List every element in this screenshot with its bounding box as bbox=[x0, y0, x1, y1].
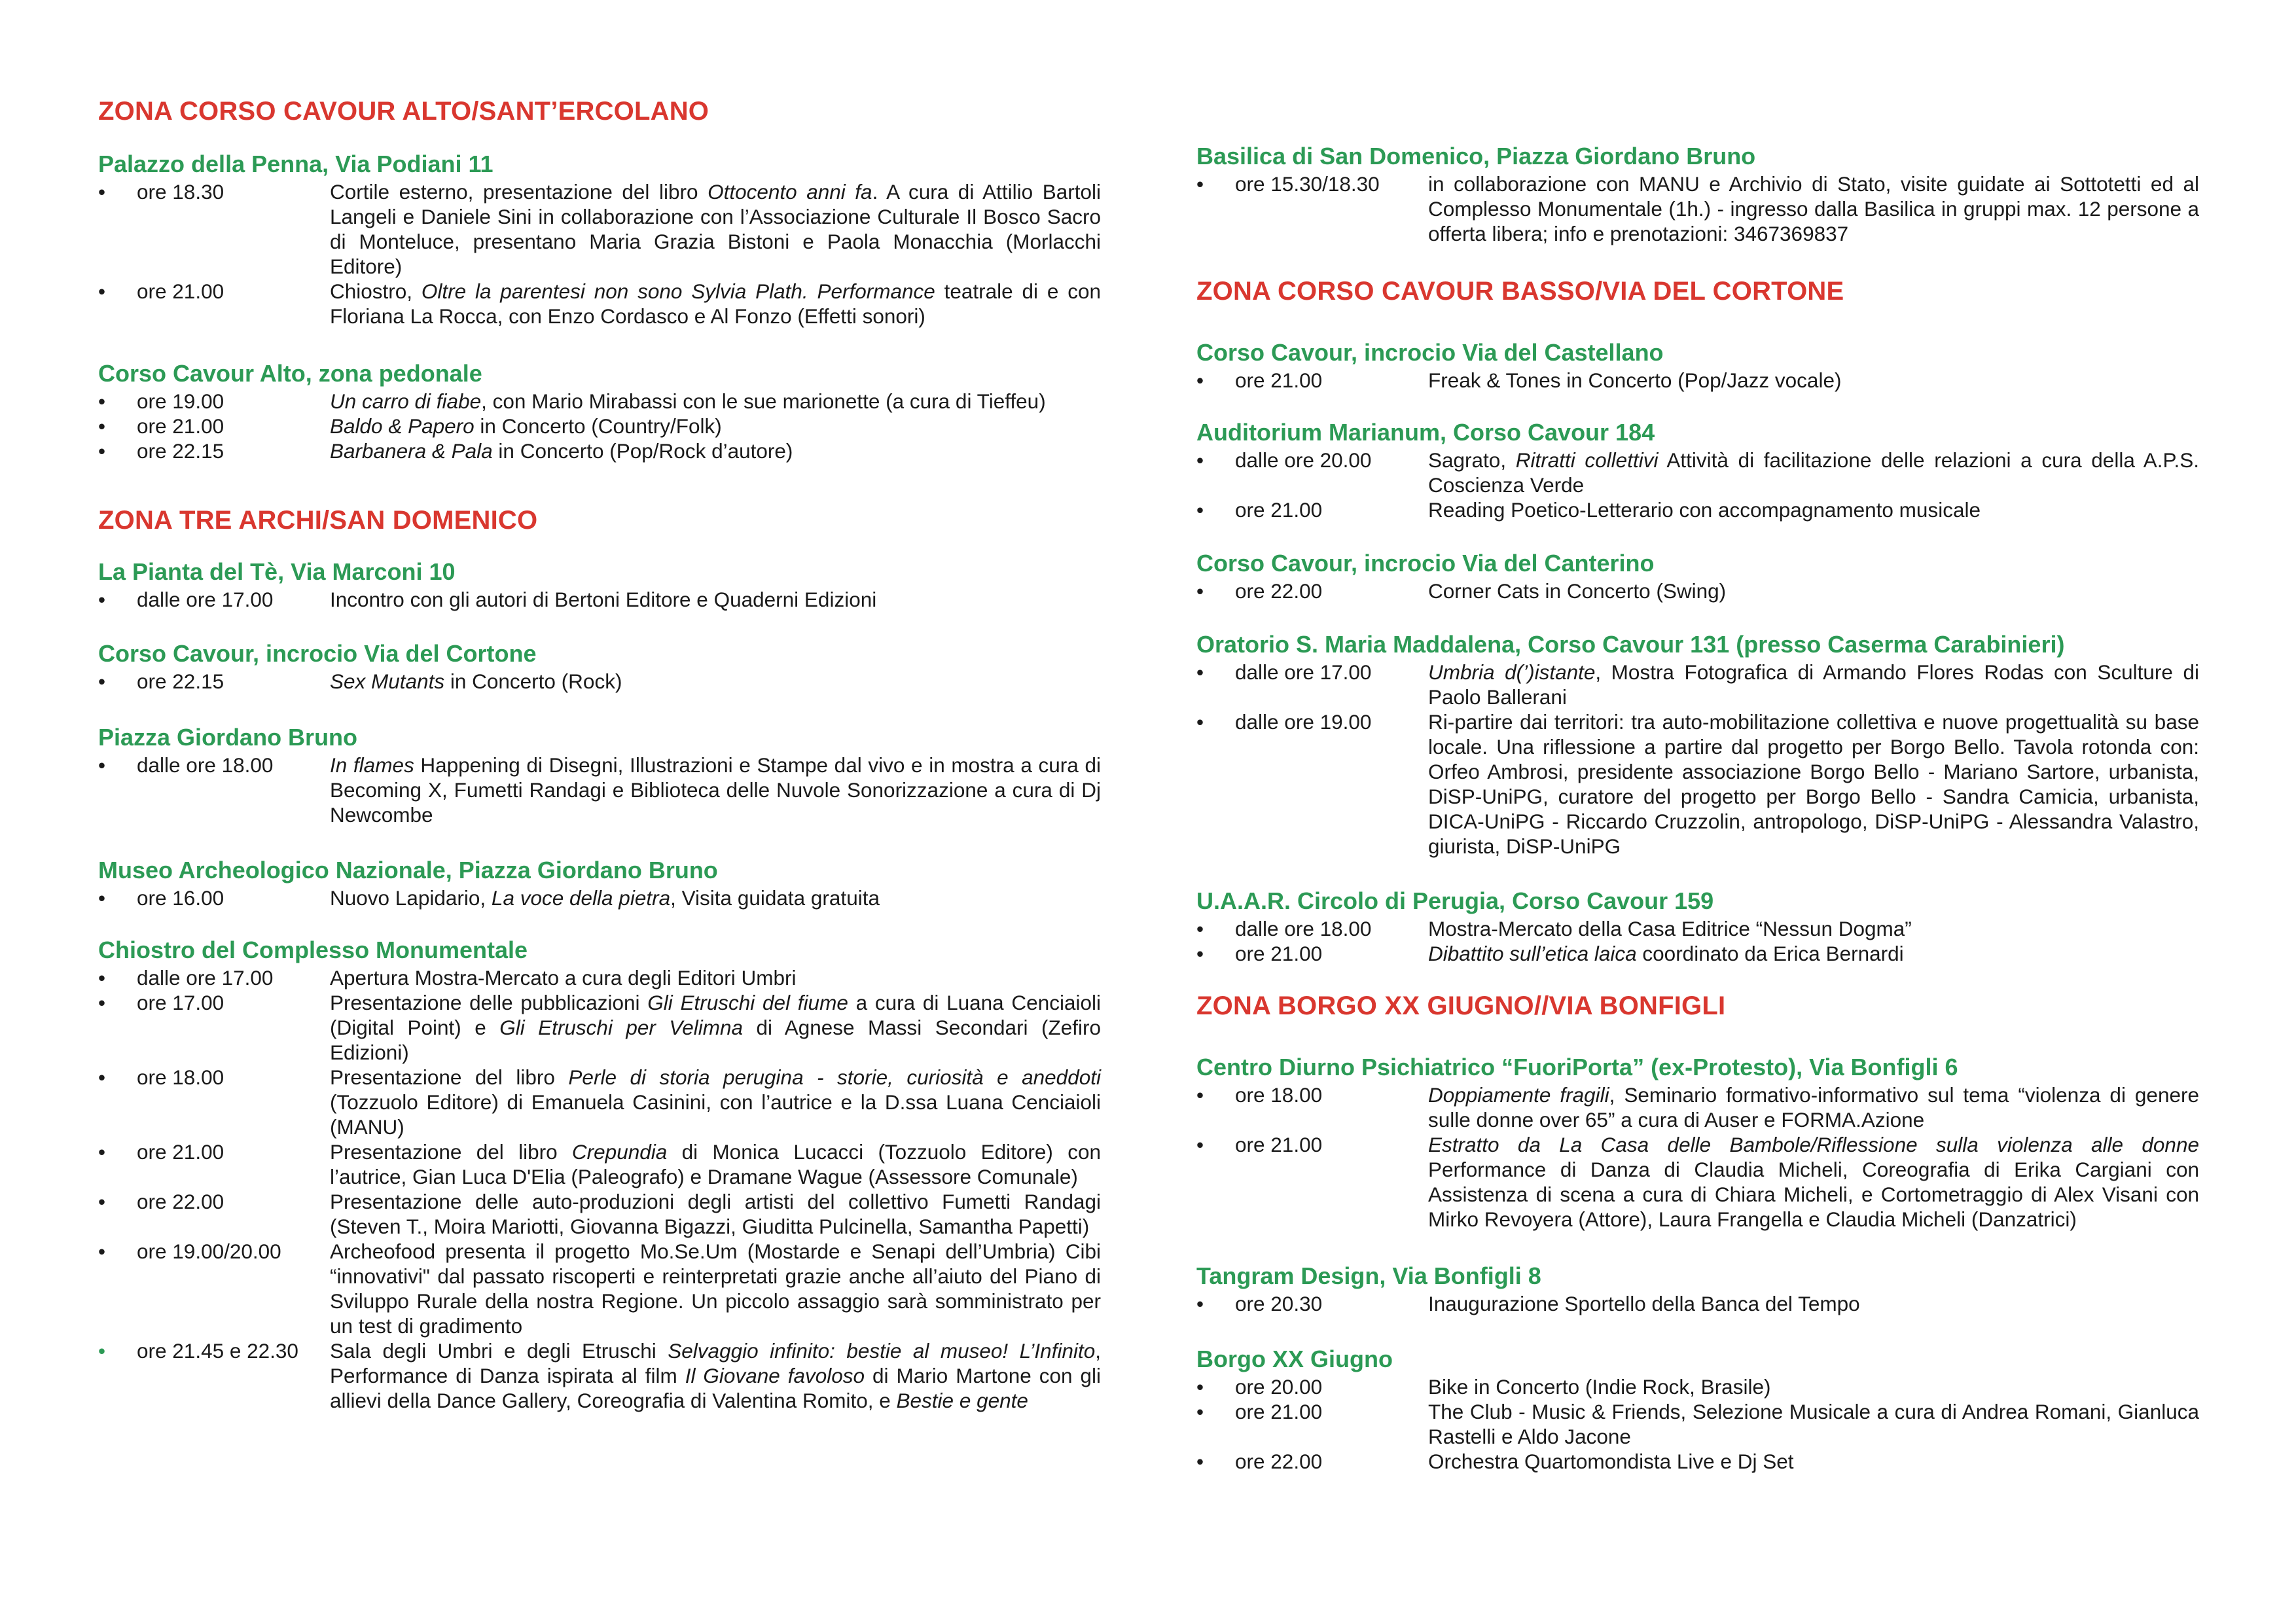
text-run: Freak & Tones in Concerto (Pop/Jazz vocale) bbox=[1428, 368, 1842, 392]
bullet-icon: • bbox=[98, 1190, 106, 1213]
italic-text: Estratto da La Casa delle Bambole/Riflessione sulla violenza alle donne bbox=[1428, 1133, 2199, 1156]
event-description bbox=[330, 179, 1101, 279]
list-item bbox=[1196, 916, 2199, 941]
list-item bbox=[1196, 368, 2199, 393]
bullet-icon: • bbox=[98, 279, 106, 303]
text-run: Corner Cats in Concerto (Swing) bbox=[1428, 579, 1727, 603]
list-item bbox=[98, 965, 1101, 990]
bullet-icon: • bbox=[1196, 710, 1204, 734]
text-run: in collaborazione con MANU e Archivio di Stato, visite guidate ai Sottotetti ed al Complesso Monumentale (1h.) - ingresso dalla Basilica in gruppi max. 12 persone a offerta libera; info e prenotazioni: 3467369837 bbox=[1428, 172, 2199, 245]
event-description bbox=[1428, 660, 2199, 709]
venue-piazza-giordano-bruno bbox=[98, 722, 1101, 827]
event-time: ore 17.00 bbox=[137, 991, 224, 1014]
venue-chiostro-complesso bbox=[98, 935, 1101, 1413]
list-item bbox=[1196, 448, 2199, 497]
text-run: , Seminario formativo-informativo sul tema “violenza di genere sulle donne over 65” a cura di Auser e FORMA.Azione bbox=[1428, 1083, 2199, 1132]
text-run: Attività di facilitazione delle relazioni a cura della A.P.S. Coscienza Verde bbox=[1428, 448, 2199, 497]
event-time: ore 21.00 bbox=[1235, 942, 1323, 965]
list-item bbox=[1196, 497, 2199, 522]
venue-title: Oratorio S. Maria Maddalena, Corso Cavour 131 (presso Caserma Carabinieri) bbox=[1196, 631, 2065, 658]
venue-basilica-san-domenico bbox=[1196, 141, 2199, 246]
list-item bbox=[1196, 660, 2199, 709]
bullet-icon: • bbox=[1196, 942, 1204, 965]
text-run: (Tozzuolo Editore) di Emanuela Casinini, con l’autrice e la D.ssa Luana Cenciaioli (MANU) bbox=[330, 1090, 1101, 1139]
venue-title: Corso Cavour, incrocio Via del Castellano bbox=[1196, 339, 1664, 366]
event-description bbox=[330, 885, 1101, 910]
italic-text: Barbanera & Pala bbox=[330, 439, 493, 463]
event-description bbox=[330, 965, 1101, 990]
event-time: dalle ore 18.00 bbox=[1235, 917, 1372, 940]
event-description bbox=[330, 1239, 1101, 1338]
event-time: ore 18.00 bbox=[1235, 1083, 1323, 1107]
text-run: The Club - Music & Friends, Selezione Musicale a cura di Andrea Romani, Gianluca Rastelli e Aldo Jacone bbox=[1428, 1400, 2199, 1448]
bullet-icon: • bbox=[1196, 1450, 1204, 1473]
bullet-icon: • bbox=[98, 389, 106, 413]
text-run: teatrale di e con Floriana La Rocca, con Enzo Cordasco e Al Fonzo (Effetti sonori) bbox=[330, 279, 1101, 328]
italic-text: Ritratti collettivi bbox=[1515, 448, 1659, 472]
italic-text: Ottocento anni fa bbox=[708, 180, 872, 204]
text-run: a cura di Luana Cenciaioli (Digital Point) e bbox=[330, 991, 1101, 1039]
venue-tangram-design bbox=[1196, 1261, 2199, 1316]
list-item bbox=[1196, 171, 2199, 246]
event-time: ore 18.00 bbox=[137, 1065, 224, 1089]
list-item bbox=[98, 885, 1101, 910]
bullet-icon: • bbox=[98, 669, 106, 693]
italic-text: Oltre la parentesi non sono Sylvia Plath. Performance bbox=[421, 279, 935, 303]
italic-text: Umbria d(’)istante bbox=[1428, 660, 1596, 684]
venue-title: Centro Diurno Psichiatrico “FuoriPorta” (ex-Protesto), Via Bonfigli 6 bbox=[1196, 1054, 1958, 1080]
venue-title: La Pianta del Tè, Via Marconi 10 bbox=[98, 558, 456, 585]
list-item bbox=[98, 1065, 1101, 1139]
text-run: Presentazione del libro bbox=[330, 1140, 572, 1164]
venue-title: Corso Cavour Alto, zona pedonale bbox=[98, 360, 482, 387]
list-item bbox=[1196, 1399, 2199, 1449]
venue-la-pianta-del-te bbox=[98, 557, 1101, 612]
bullet-icon: • bbox=[1196, 917, 1204, 940]
venue-title: Chiostro del Complesso Monumentale bbox=[98, 936, 528, 963]
bullet-icon: • bbox=[1196, 660, 1204, 684]
bullet-icon: • bbox=[98, 180, 106, 204]
italic-text: Il Giovane favoloso bbox=[685, 1364, 865, 1387]
text-run: in Concerto (Rock) bbox=[444, 669, 622, 693]
event-description bbox=[1428, 1374, 2199, 1399]
event-time: ore 15.30/18.30 bbox=[1235, 172, 1380, 196]
text-run: Presentazione del libro bbox=[330, 1065, 569, 1089]
event-time: ore 21.00 bbox=[137, 1140, 224, 1164]
venue-title: U.A.A.R. Circolo di Perugia, Corso Cavour 159 bbox=[1196, 887, 1714, 914]
text-run: , Performance di Danza ispirata al film bbox=[330, 1339, 1102, 1387]
list-item bbox=[1196, 709, 2199, 859]
event-description bbox=[1428, 497, 2199, 522]
venue-corso-cavour-cortone bbox=[98, 639, 1101, 694]
venue-title: Palazzo della Penna, Via Podiani 11 bbox=[98, 151, 493, 177]
event-description bbox=[1428, 1291, 2199, 1316]
bullet-icon: • bbox=[98, 414, 106, 438]
event-time: ore 19.00/20.00 bbox=[137, 1240, 281, 1263]
list-item bbox=[1196, 941, 2199, 966]
text-run: , Visita guidata gratuita bbox=[670, 886, 880, 910]
event-description bbox=[1428, 579, 2199, 603]
italic-text: Doppiamente fragili bbox=[1428, 1083, 1609, 1107]
event-description bbox=[1428, 916, 2199, 941]
text-run: Orchestra Quartomondista Live e Dj Set bbox=[1428, 1450, 1794, 1473]
event-time: dalle ore 18.00 bbox=[137, 753, 274, 777]
bullet-icon: • bbox=[1196, 579, 1204, 603]
event-description bbox=[330, 1338, 1101, 1413]
bullet-icon: • bbox=[1196, 1375, 1204, 1399]
list-item bbox=[1196, 1449, 2199, 1474]
venue-corso-cavour-alto bbox=[98, 359, 1101, 463]
event-description bbox=[1428, 171, 2199, 246]
italic-text: In flames bbox=[330, 753, 414, 777]
list-item bbox=[98, 1239, 1101, 1338]
venue-title: Museo Archeologico Nazionale, Piazza Giordano Bruno bbox=[98, 857, 718, 883]
list-item bbox=[1196, 1132, 2199, 1232]
list-item bbox=[98, 753, 1101, 827]
event-time: ore 20.00 bbox=[1235, 1375, 1323, 1399]
text-run: Ri-partire dai territori: tra auto-mobilitazione collettiva e nuove progettualità su base locale. Una riflessione a partire dal progetto per Borgo Bello. Tavola rotonda con: Orfeo Ambrosi, presidente associazione Borgo Bello - Mariano Sartore, urbanista, DiSP-UniPG, curatore del progetto per Borgo Bello - Sandra Camicia, urbanista, DICA-UniPG - Riccardo Cruzzolin, antropologo, DiSP-UniPG - Alessandra Valastro, giurista, DiSP-UniPG bbox=[1428, 710, 2199, 858]
text-run: Cortile esterno, presentazione del libro bbox=[330, 180, 708, 204]
venue-title: Borgo XX Giugno bbox=[1196, 1346, 1393, 1372]
venue-borgo-xx-giugno bbox=[1196, 1344, 2199, 1474]
italic-text: Perle di storia perugina - storie, curiosità e aneddoti bbox=[568, 1065, 1101, 1089]
text-run: di Mario Martone con gli allievi della Dance Gallery, Coreografia di Valentina Romito, e bbox=[330, 1364, 1101, 1412]
text-run: Reading Poetico-Letterario con accompagnamento musicale bbox=[1428, 498, 1981, 522]
text-run: . A cura di Attilio Bartoli Langeli e Daniele Sini in collaborazione con l’Associazione Culturale Il Bosco Sacro di Monteluce, presentano Maria Grazia Bistoni e Paola Monacchia (Morlacchi Editore) bbox=[330, 180, 1101, 278]
bullet-icon: • bbox=[98, 1240, 106, 1263]
venue-auditorium-marianum bbox=[1196, 418, 2199, 522]
event-time: ore 20.30 bbox=[1235, 1292, 1323, 1315]
event-time: ore 22.00 bbox=[137, 1190, 224, 1213]
bullet-icon: • bbox=[1196, 498, 1204, 522]
list-item bbox=[98, 279, 1101, 329]
event-time: ore 16.00 bbox=[137, 886, 224, 910]
list-item bbox=[98, 179, 1101, 279]
event-description bbox=[330, 438, 1101, 463]
bullet-icon: • bbox=[98, 753, 106, 777]
list-item bbox=[98, 389, 1101, 414]
venue-uaar-circolo bbox=[1196, 886, 2199, 966]
text-run: , Mostra Fotografica di Armando Flores Rodas con Sculture di Paolo Ballerani bbox=[1428, 660, 2199, 709]
text-run: Archeofood presenta il progetto Mo.Se.Um (Mostarde e Senapi dell’Umbria) Cibi “innovativi" dal passato riscoperti e reinterpretati grazie anche all’aiuto del Piano di Sviluppo Rurale della nostra Regione. Un piccolo assaggio sarà somministrato per un test di gradimento bbox=[330, 1240, 1101, 1338]
list-item bbox=[98, 1189, 1101, 1239]
text-run: in Concerto (Pop/Rock d’autore) bbox=[492, 439, 793, 463]
event-time: ore 22.00 bbox=[1235, 1450, 1323, 1473]
italic-text: Selvaggio infinito: bestie al museo! L’Infinito bbox=[668, 1339, 1096, 1363]
venue-corso-cavour-canterino bbox=[1196, 548, 2199, 603]
event-description bbox=[330, 1139, 1101, 1189]
text-run: Chiostro, bbox=[330, 279, 422, 303]
event-time: dalle ore 19.00 bbox=[1235, 710, 1372, 734]
event-time: dalle ore 17.00 bbox=[137, 966, 274, 990]
venue-oratorio-maddalena bbox=[1196, 630, 2199, 859]
italic-text: Un carro di fiabe bbox=[330, 389, 482, 413]
event-description bbox=[330, 414, 1101, 438]
italic-text: Bestie e gente bbox=[896, 1389, 1028, 1412]
event-description bbox=[330, 1189, 1101, 1239]
text-run: coordinato da Erica Bernardi bbox=[1636, 942, 1904, 965]
text-run: in Concerto (Country/Folk) bbox=[474, 414, 722, 438]
bullet-icon: • bbox=[98, 1065, 106, 1089]
event-time: ore 21.45 e 22.30 bbox=[137, 1339, 298, 1363]
event-description bbox=[1428, 1449, 2199, 1474]
event-time: dalle ore 17.00 bbox=[137, 588, 274, 611]
italic-text: La voce della pietra bbox=[491, 886, 671, 910]
event-time: ore 21.00 bbox=[137, 279, 224, 303]
event-description bbox=[330, 279, 1101, 329]
text-run: Sagrato, bbox=[1428, 448, 1516, 472]
list-item bbox=[98, 414, 1101, 438]
text-run: Bike in Concerto (Indie Rock, Brasile) bbox=[1428, 1375, 1771, 1399]
event-time: ore 21.00 bbox=[137, 414, 224, 438]
venue-title: Corso Cavour, incrocio Via del Cortone bbox=[98, 640, 537, 667]
venue-title: Piazza Giordano Bruno bbox=[98, 724, 358, 751]
text-run: Incontro con gli autori di Bertoni Editore e Quaderni Edizioni bbox=[330, 588, 877, 611]
event-description bbox=[330, 753, 1101, 827]
text-run: Happening di Disegni, Illustrazioni e Stampe dal vivo e in mostra a cura di Becoming X, Fumetti Randagi e Biblioteca delle Nuvole Sonorizzazione a cura di Dj Newcombe bbox=[330, 753, 1101, 827]
bullet-icon: • bbox=[98, 588, 106, 611]
event-description bbox=[330, 669, 1101, 694]
list-item bbox=[98, 438, 1101, 463]
event-time: ore 21.00 bbox=[1235, 498, 1323, 522]
text-run: Sala degli Umbri e degli Etruschi bbox=[330, 1339, 668, 1363]
italic-text: Baldo & Papero bbox=[330, 414, 475, 438]
bullet-icon: • bbox=[1196, 368, 1204, 392]
italic-text: Gli Etruschi del fiume bbox=[647, 991, 848, 1014]
event-time: ore 21.00 bbox=[1235, 1400, 1323, 1423]
list-item bbox=[98, 1139, 1101, 1189]
text-run: Inaugurazione Sportello della Banca del Tempo bbox=[1428, 1292, 1860, 1315]
bullet-icon: • bbox=[1196, 448, 1204, 472]
event-description bbox=[1428, 941, 2199, 966]
event-time: dalle ore 17.00 bbox=[1235, 660, 1372, 684]
venue-title: Corso Cavour, incrocio Via del Canterino bbox=[1196, 550, 1655, 577]
list-item bbox=[98, 669, 1101, 694]
bullet-icon: • bbox=[1196, 1292, 1204, 1315]
venue-title: Tangram Design, Via Bonfigli 8 bbox=[1196, 1262, 1541, 1289]
event-time: ore 21.00 bbox=[1235, 368, 1323, 392]
event-description bbox=[330, 389, 1101, 414]
event-time: ore 22.15 bbox=[137, 439, 224, 463]
bullet-icon: • bbox=[1196, 1083, 1204, 1107]
venue-palazzo-della-penna bbox=[98, 149, 1101, 329]
event-time: ore 19.00 bbox=[137, 389, 224, 413]
zone-title: ZONA CORSO CAVOUR BASSO/VIA DEL CORTONE bbox=[1196, 277, 1844, 306]
italic-text: Dibattito sull’etica laica bbox=[1428, 942, 1637, 965]
text-run: Presentazione delle auto-produzioni degli artisti del collettivo Fumetti Randagi (Steven T., Moira Mariotti, Giovanna Bigazzi, Giuditta Pulcinella, Samantha Papetti) bbox=[330, 1190, 1101, 1238]
bullet-icon: • bbox=[98, 1140, 106, 1164]
text-run: di Monica Lucacci (Tozzuolo Editore) con l’autrice, Gian Luca D'Elia (Paleografo) e Dramane Wague (Assessore Comunale) bbox=[330, 1140, 1101, 1188]
list-item bbox=[1196, 579, 2199, 603]
bullet-icon: • bbox=[98, 991, 106, 1014]
event-time: ore 18.30 bbox=[137, 180, 224, 204]
italic-text: Sex Mutants bbox=[330, 669, 445, 693]
list-item bbox=[98, 1338, 1101, 1413]
bullet-icon: • bbox=[98, 1339, 106, 1363]
venue-title: Auditorium Marianum, Corso Cavour 184 bbox=[1196, 419, 1655, 446]
text-run: di Agnese Massi Secondari (Zefiro Edizioni) bbox=[330, 1016, 1102, 1064]
bullet-icon: • bbox=[1196, 172, 1204, 196]
bullet-icon: • bbox=[98, 886, 106, 910]
event-description bbox=[330, 587, 1101, 612]
text-run: Apertura Mostra-Mercato a cura degli Editori Umbri bbox=[330, 966, 797, 990]
zone-title: ZONA CORSO CAVOUR ALTO/SANT’ERCOLANO bbox=[98, 97, 709, 126]
italic-text: Crepundia bbox=[571, 1140, 668, 1164]
zone-title: ZONA TRE ARCHI/SAN DOMENICO bbox=[98, 506, 538, 535]
bullet-icon: • bbox=[98, 439, 106, 463]
list-item bbox=[1196, 1082, 2199, 1132]
event-time: ore 21.00 bbox=[1235, 1133, 1323, 1156]
event-description bbox=[1428, 1132, 2199, 1232]
text-run: Performance di Danza di Claudia Micheli, Coreografia di Erika Cargiani con Assistenza di scena a cura di Chiara Micheli, e Cortometraggio di Alex Visani con Mirko Revoyera (Attore), Laura Frangella e Claudia Micheli (Danzatrici) bbox=[1428, 1158, 2199, 1231]
text-run: Mostra-Mercato della Casa Editrice “Nessun Dogma” bbox=[1428, 917, 1912, 940]
text-run: Presentazione delle pubblicazioni bbox=[330, 991, 648, 1014]
bullet-icon: • bbox=[1196, 1400, 1204, 1423]
text-run: Nuovo Lapidario, bbox=[330, 886, 492, 910]
event-description bbox=[1428, 1082, 2199, 1132]
list-item bbox=[1196, 1291, 2199, 1316]
event-description bbox=[1428, 1399, 2199, 1449]
venue-title: Basilica di San Domenico, Piazza Giordano Bruno bbox=[1196, 143, 1756, 169]
event-description bbox=[1428, 368, 2199, 393]
event-description bbox=[330, 1065, 1101, 1139]
event-description bbox=[1428, 448, 2199, 497]
event-description bbox=[330, 990, 1101, 1065]
event-time: ore 22.00 bbox=[1235, 579, 1323, 603]
event-description bbox=[1428, 709, 2199, 859]
list-item bbox=[1196, 1374, 2199, 1399]
bullet-icon: • bbox=[1196, 1133, 1204, 1156]
list-item bbox=[98, 990, 1101, 1065]
bullet-icon: • bbox=[98, 966, 106, 990]
venue-centro-fuoriporta bbox=[1196, 1052, 2199, 1232]
venue-corso-cavour-castellano bbox=[1196, 338, 2199, 393]
italic-text: Gli Etruschi per Velimna bbox=[499, 1016, 744, 1039]
event-time: ore 22.15 bbox=[137, 669, 224, 693]
event-time: dalle ore 20.00 bbox=[1235, 448, 1372, 472]
zone-title: ZONA BORGO XX GIUGNO//VIA BONFIGLI bbox=[1196, 991, 1726, 1020]
text-run: , con Mario Mirabassi con le sue marionette (a cura di Tieffeu) bbox=[481, 389, 1046, 413]
venue-museo-archeologico bbox=[98, 855, 1101, 910]
list-item bbox=[98, 587, 1101, 612]
